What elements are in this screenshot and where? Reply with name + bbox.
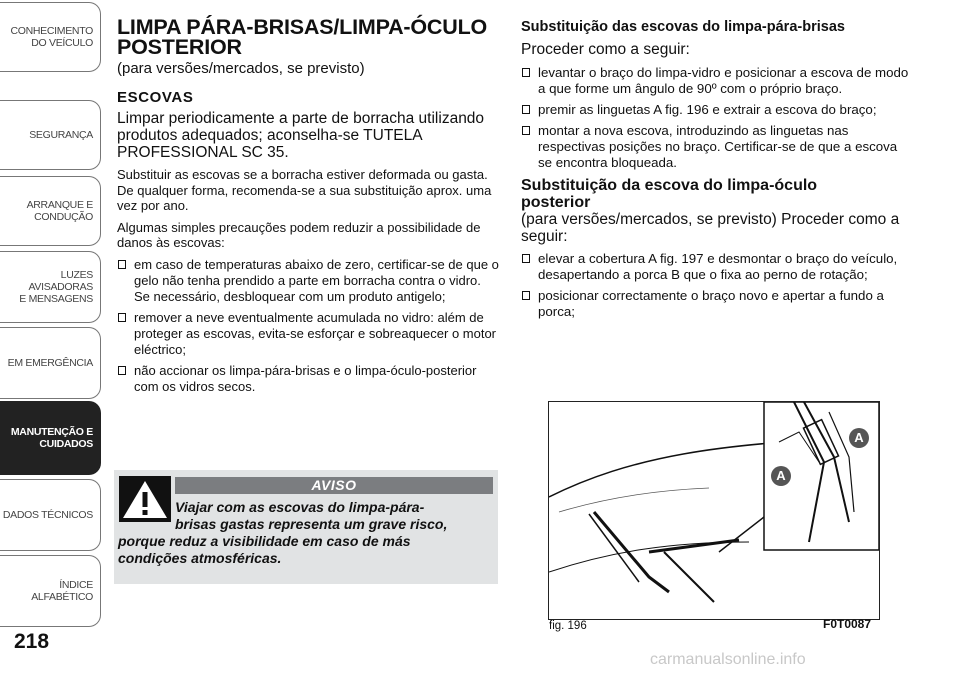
paragraph: Algumas simples precauções podem reduzir a possibilidade de danos às escovas: (117, 219, 481, 250)
watermark: carmanualsonline.info (650, 651, 806, 668)
warning-box (114, 470, 498, 584)
page-title-line1: LIMPA PÁRA-BRISAS/LIMPA-ÓCULO (117, 15, 488, 39)
list-item: montar a nova escova, introduzindo as linguetas nas respectivas posições no braço. Certificar-se de que a escova se encontra bloqueada. (521, 123, 911, 171)
figure-label: fig. 196 (549, 620, 587, 632)
tab-conhecimento-do-veiculo[interactable]: CONHECIMENTO DO VEÍCULO (0, 2, 101, 72)
page-title-line2: POSTERIOR (117, 35, 242, 59)
callout-a-badge: A (771, 466, 791, 486)
figure-196-wiper-illustration (548, 401, 880, 620)
tab-seguranca[interactable]: SEGURANÇA (0, 100, 101, 170)
section-heading: ESCOVAS (117, 89, 194, 106)
wiper-drawing (549, 402, 879, 619)
warning-text: Viajar com as escovas do limpa-pára- brisas gastas representa um grave risco, porque reduz a visibilidade em caso de más condições atmosféricas. (118, 499, 448, 566)
procedure-intro: Proceder como a seguir: (521, 41, 690, 58)
warning-header: AVISO (175, 477, 493, 494)
rear-wiper-steps-list (521, 251, 911, 320)
list-item: premir as linguetas A fig. 196 e extrair a escova do braço; (521, 102, 911, 118)
tab-dados-tecnicos[interactable]: DADOS TÉCNICOS (0, 479, 101, 551)
page-title (117, 17, 499, 57)
list-item: em caso de temperaturas abaixo de zero, certificar-se de que o gelo não tenha prendido a parte em borracha contra o vidro. Se necessário, desbloquear com um produto antigelo; (117, 257, 499, 305)
right-column (521, 19, 911, 325)
list-item: não accionar os limpa-pára-brisas e o limpa-óculo-posterior com os vidros secos. (117, 363, 499, 395)
intro-paragraph: Limpar periodicamente a parte de borracha utilizando produtos adequados; aconselha-se TUTELA PROFESSIONAL SC 35. (117, 110, 485, 161)
page-number: 218 (14, 630, 50, 653)
callout-a-badge: A (849, 428, 869, 448)
figure-code: F0T0087 (823, 617, 872, 631)
tab-manutencao-e-cuidados[interactable]: MANUTENÇÃO E CUIDADOS (0, 401, 101, 475)
list-item: elevar a cobertura A fig. 197 e desmontar o braço do veículo, desapertando a porca B que o fixa ao perno de rotação; (521, 251, 911, 283)
section-heading-windscreen: Substituição das escovas do limpa-pára-brisas (521, 19, 845, 35)
left-column (117, 17, 499, 400)
tab-luzes-avisadoras[interactable]: LUZES AVISADORAS E MENSAGENS (0, 251, 101, 323)
precautions-list (117, 257, 499, 395)
chapter-sidebar (0, 0, 103, 678)
list-item: levantar o braço do limpa-vidro e posicionar a escova de modo a que forme um ângulo de 90º com o próprio braço. (521, 65, 911, 97)
list-item: posicionar correctamente o braço novo e apertar a fundo a porca; (521, 288, 911, 320)
procedure-intro: (para versões/mercados, se previsto) Proceder como a seguir: (521, 211, 900, 245)
paragraph: Substituir as escovas se a borracha estiver deformada ou gasta. De qualquer forma, recomenda-se a sua substituição aprox. uma vez por ano. (117, 167, 492, 213)
windscreen-steps-list (521, 65, 911, 171)
section-heading-rear-wiper: Substituição da escova do limpa-óculo posterior (521, 177, 818, 211)
tab-indice-alfabetico[interactable]: ÍNDICE ALFABÉTICO (0, 555, 101, 627)
tab-arranque-e-conducao[interactable]: ARRANQUE E CONDUÇÃO (0, 176, 101, 246)
page-subtitle: (para versões/mercados, se previsto) (117, 60, 365, 77)
tab-em-emergencia[interactable]: EM EMERGÊNCIA (0, 327, 101, 399)
list-item: remover a neve eventualmente acumulada no vidro: além de proteger as escovas, evita-se esforçar e sobreaquecer o motor eléctrico; (117, 310, 499, 358)
